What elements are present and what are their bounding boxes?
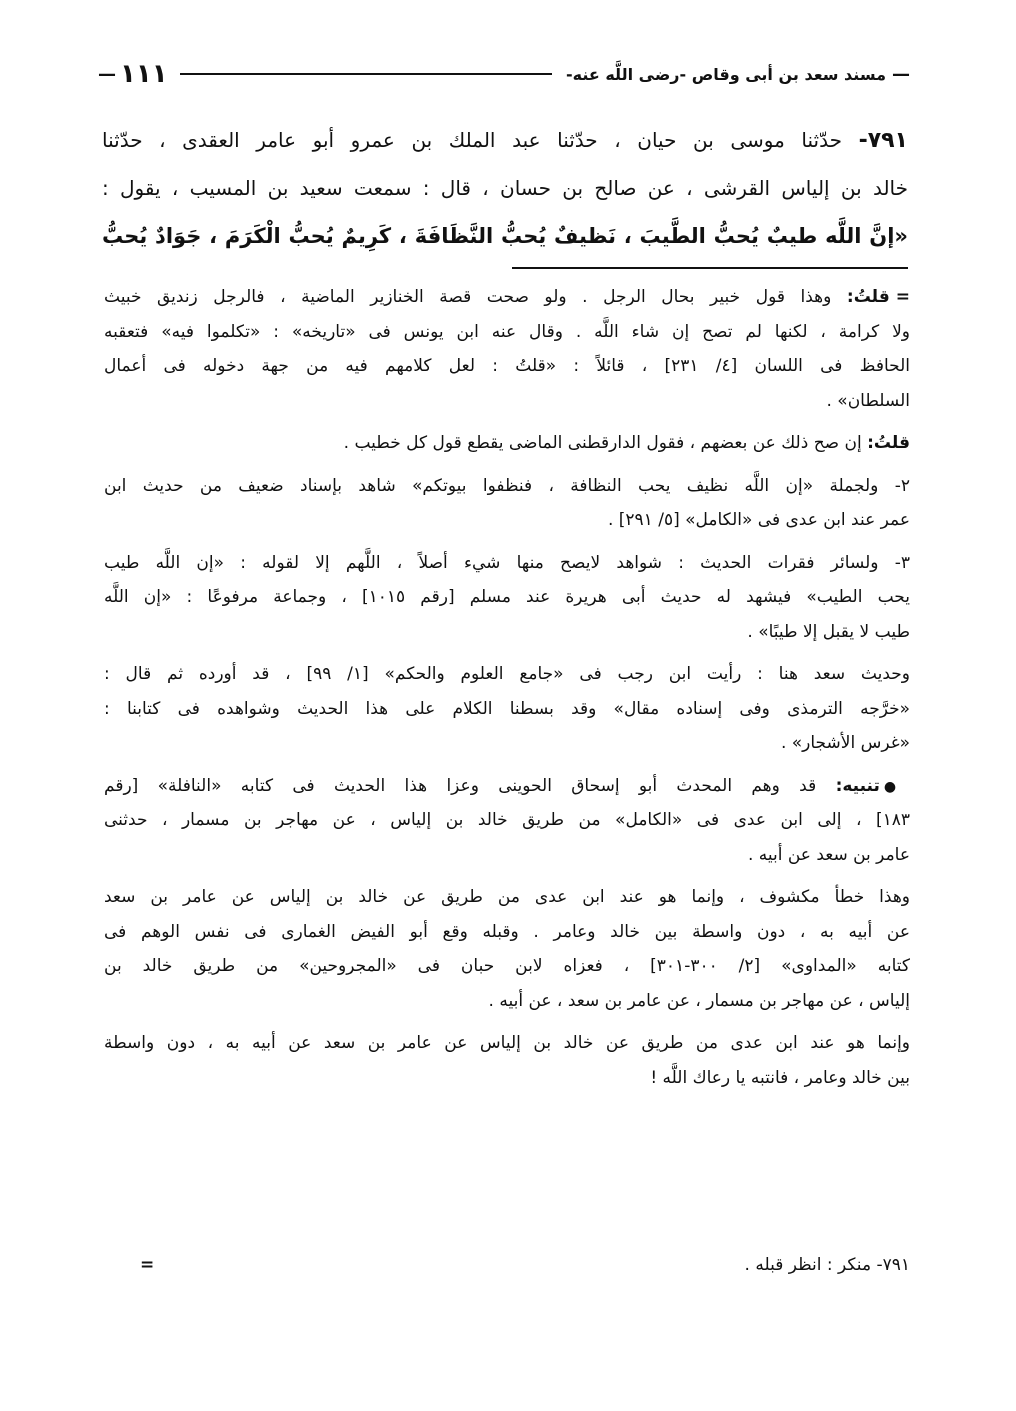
footnote-paragraph <box>104 769 910 873</box>
footnote-line <box>104 280 910 315</box>
grading-text: ٧٩١- منكر : انظر قبله . <box>744 1255 910 1275</box>
note-keyword: تنبيه: <box>835 775 880 796</box>
footnote-paragraph <box>104 657 910 761</box>
footnote-paragraph <box>104 546 910 650</box>
hadith-number: ٧٩١- <box>858 128 908 153</box>
footnote-line: عن أبيه به ، دون واسطة بين خالد وعامر . وقبله وقع أبو الفيض الغمارى فى نفس الوهم فى <box>104 921 910 942</box>
footnote-paragraph <box>104 469 910 538</box>
running-title: مسند سعد بن أبى وقاص -رضى اللَّه عنه- <box>565 64 886 84</box>
footnote-line: يحب الطيب» فيشهد له حديث أبى هريرة عند مسلم [رقم ١٠١٥] ، وجماعة مرفوعًا : «إن اللَّه <box>104 587 910 607</box>
footnote-line: عمر عند ابن عدى فى «الكامل» [٥/ ٢٩١] . <box>607 510 910 530</box>
hadith-grading-note <box>104 1248 910 1282</box>
note-text: إن صح ذلك عن بعضهم ، فقول الدارقطنى الماضى يقطع قول كل خطيب . <box>343 433 862 453</box>
bullet-icon: ● <box>883 778 910 795</box>
footnote-line <box>104 769 910 804</box>
footnote-line: وحديث سعد هنا : رأيت ابن رجب فى «جامع العلوم والحكم» [١/ ٩٩] ، قد أورده ثم قال : <box>104 664 910 684</box>
hadith-line-1 <box>102 116 908 164</box>
header-rule <box>180 73 552 75</box>
footnotes <box>104 280 910 1103</box>
footnote-line: كتابه «المداوى» [٢/ ٣٠٠-٣٠١] ، فعزاه لابن حبان فى «المجروحين» من طريق خالد بن <box>104 956 910 976</box>
footnote-line: الحافظ فى اللسان [٤/ ٢٣١] ، قائلاً : «قلتُ : لعل كلامهم فيه من جهة دخوله فى أعمال <box>104 356 910 376</box>
footnote-line: «خرَّجه الترمذى وفى إسناده مقال» وقد بسطنا الكلام على هذا الحديث وشواهده فى كتابنا : <box>104 698 910 719</box>
footnote-line: وإنما هو عند ابن عدى من طريق عن خالد بن إلياس عن عامر بن سعد عن أبيه به ، دون واسطة <box>104 1033 910 1053</box>
footnote-paragraph <box>104 880 910 1018</box>
note-text: وهذا قول خبير بحال الرجل . ولو صحت قصة الخنازير الماضية ، فالرجل زنديق خبيث <box>104 287 832 307</box>
footnote-line: ٣- ولسائر فقرات الحديث : شواهد لايصح منها شيء أصلاً ، اللَّهم إلا لقوله : «إن اللَّه طيب <box>104 552 910 573</box>
page-header <box>98 56 910 92</box>
page-number: ١١١ <box>120 59 168 89</box>
note-keyword: قلتُ: <box>846 287 890 307</box>
note-text: قد وهم المحدث أبو إسحاق الحوينى وعزا هذا الحديث فى كتابه «النافلة» [رقم <box>104 775 817 796</box>
footnote-paragraph <box>104 280 910 418</box>
note-keyword: قلتُ: <box>867 433 910 453</box>
footnote-separator <box>512 267 908 269</box>
footnote-line: طيب لا يقبل إلا طيبًا» . <box>747 621 910 642</box>
hadith-line-2: خالد بن إلياس القرشى ، عن صالح بن حسان ، قال : سمعت سعيد بن المسيب ، يقول : <box>102 176 908 200</box>
footnote-paragraph <box>104 1026 910 1095</box>
header-dash-end: — <box>98 63 116 85</box>
footnote-line: إلياس ، عن مهاجر بن مسمار ، عن عامر بن سعد ، عن أبيه . <box>488 990 910 1011</box>
hadith-text <box>102 116 908 260</box>
header-dash-start: — <box>892 63 910 85</box>
footnote-line: وهذا خطأ مكشوف ، وإنما هو عند ابن عدى من طريق عن خالد بن إلياس عن عامر بن سعد <box>104 887 910 907</box>
hadith-line-3: «إنَّ اللَّه طيبٌ يُحبُّ الطَّيبَ ، نَظيفٌ يُحبُّ النَّظَافَةَ ، كَرِيمٌ يُحبُّ الْكَرَمَ ، جَوَادٌ يُحبُّ <box>102 224 908 248</box>
footnote-line <box>104 426 910 461</box>
continuation-mark: = <box>895 287 910 307</box>
footnote-line: عامر بن سعد عن أبيه . <box>747 844 910 865</box>
footnote-line: «غرس الأشجار» . <box>780 733 910 753</box>
footnote-line: ٢- ولجملة «إن اللَّه نظيف يحب النظافة ، فنظفوا بيوتكم» شاهد بإسناد ضعيف من حديث ابن <box>104 475 910 496</box>
continuation-mark-end: = <box>140 1255 155 1275</box>
footnote-line: ١٨٣] ، إلى ابن عدى فى «الكامل» من طريق خالد بن إلياس ، عن مهاجر بن مسمار ، حدثنى <box>104 810 910 830</box>
footnote-line: بين خالد وعامر ، فانتبه يا رعاك اللَّه ! <box>650 1067 910 1088</box>
hadith-line-1-text: حدّثنا موسى بن حيان ، حدّثنا عبد الملك بن عمرو أبو عامر العقدى ، حدّثنا <box>102 128 842 152</box>
footnote-paragraph <box>104 426 910 461</box>
footnote-line: السلطان» . <box>826 390 910 411</box>
footnote-line: ولا كرامة ، لكنها لم تصح إن شاء اللَّه . وقال عنه ابن يونس فى «تاريخه» : «تكلموا فيه» فتعقبه <box>104 321 910 342</box>
